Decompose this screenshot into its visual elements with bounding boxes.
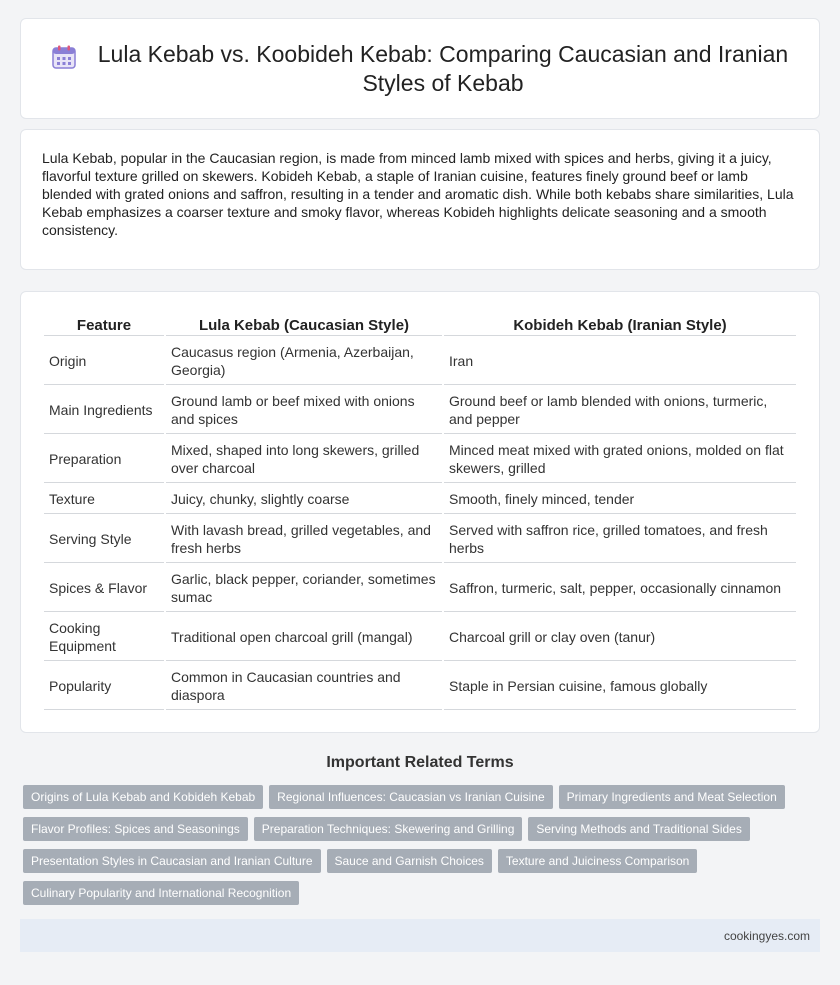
- cell-feature: Preparation: [44, 436, 164, 483]
- related-term-tag[interactable]: Serving Methods and Traditional Sides: [528, 817, 749, 841]
- cell-kobideh: Smooth, finely minced, tender: [444, 485, 796, 514]
- footer-site[interactable]: cookingyes.com: [723, 928, 810, 943]
- table-header-row: [44, 312, 796, 336]
- cell-lula: Caucasus region (Armenia, Azerbaijan, Georgia): [166, 338, 442, 385]
- table-row: [44, 338, 796, 385]
- footer: [20, 919, 820, 952]
- related-term-tag[interactable]: Flavor Profiles: Spices and Seasonings: [23, 817, 248, 841]
- intro-card: [20, 129, 820, 270]
- related-term-tag[interactable]: Texture and Juiciness Comparison: [498, 849, 697, 873]
- cell-kobideh: Minced meat mixed with grated onions, molded on flat skewers, grilled: [444, 436, 796, 483]
- related-term-tag[interactable]: Culinary Popularity and International Recognition: [23, 881, 299, 905]
- table-row: [44, 436, 796, 483]
- cell-lula: Juicy, chunky, slightly coarse: [166, 485, 442, 514]
- comparison-table: [42, 310, 798, 712]
- cell-feature: Serving Style: [44, 516, 164, 563]
- table-row: [44, 565, 796, 612]
- related-terms-list: [23, 785, 820, 905]
- related-term-tag[interactable]: Preparation Techniques: Skewering and Grilling: [254, 817, 523, 841]
- cell-kobideh: Staple in Persian cuisine, famous globally: [444, 663, 796, 710]
- cell-kobideh: Saffron, turmeric, salt, pepper, occasionally cinnamon: [444, 565, 796, 612]
- calendar-icon: [51, 44, 77, 70]
- table-row: [44, 663, 796, 710]
- header-kobideh: Kobideh Kebab (Iranian Style): [444, 312, 796, 336]
- related-term-tag[interactable]: Origins of Lula Kebab and Kobideh Kebab: [23, 785, 263, 809]
- cell-lula: Common in Caucasian countries and diaspora: [166, 663, 442, 710]
- cell-lula: With lavash bread, grilled vegetables, and fresh herbs: [166, 516, 442, 563]
- cell-lula: Traditional open charcoal grill (mangal): [166, 614, 442, 661]
- cell-feature: Cooking Equipment: [44, 614, 164, 661]
- page-title: Lula Kebab vs. Koobideh Kebab: Comparing Caucasian and Iranian Styles of Kebab: [97, 40, 789, 96]
- header-lula: Lula Kebab (Caucasian Style): [166, 312, 442, 336]
- related-term-tag[interactable]: Presentation Styles in Caucasian and Iranian Culture: [23, 849, 321, 873]
- cell-feature: Origin: [44, 338, 164, 385]
- cell-kobideh: Charcoal grill or clay oven (tanur): [444, 614, 796, 661]
- cell-feature: Main Ingredients: [44, 387, 164, 434]
- intro-paragraph: Lula Kebab, popular in the Caucasian region, is made from minced lamb mixed with spices and herbs, giving it a juicy, flavorful texture grilled on skewers. Kobideh Kebab, a staple of Iranian cuisine, features finely ground beef or lamb blended with grated onions and saffron, resulting in a tender and aromatic dish. While both kebabs share similarities, Lula Kebab emphasizes a coarser texture and smoky flavor, whereas Kobideh highlights delicate seasoning and a smooth consistency.: [42, 150, 794, 238]
- comparison-table-card: [20, 291, 820, 733]
- cell-lula: Garlic, black pepper, coriander, sometimes sumac: [166, 565, 442, 612]
- cell-kobideh: Iran: [444, 338, 796, 385]
- cell-lula: Ground lamb or beef mixed with onions and spices: [166, 387, 442, 434]
- related-term-tag[interactable]: Sauce and Garnish Choices: [327, 849, 492, 873]
- table-row: [44, 516, 796, 563]
- cell-kobideh: Ground beef or lamb blended with onions, turmeric, and pepper: [444, 387, 796, 434]
- table-row: [44, 485, 796, 514]
- cell-feature: Spices & Flavor: [44, 565, 164, 612]
- cell-lula: Mixed, shaped into long skewers, grilled over charcoal: [166, 436, 442, 483]
- cell-feature: Popularity: [44, 663, 164, 710]
- header-feature: Feature: [44, 312, 164, 336]
- cell-kobideh: Served with saffron rice, grilled tomatoes, and fresh herbs: [444, 516, 796, 563]
- table-row: [44, 387, 796, 434]
- table-row: [44, 614, 796, 661]
- cell-feature: Texture: [44, 485, 164, 514]
- title-card: [20, 18, 820, 119]
- related-term-tag[interactable]: Regional Influences: Caucasian vs Iranian Cuisine: [269, 785, 553, 809]
- related-terms-title: Important Related Terms: [326, 754, 514, 771]
- related-term-tag[interactable]: Primary Ingredients and Meat Selection: [559, 785, 785, 809]
